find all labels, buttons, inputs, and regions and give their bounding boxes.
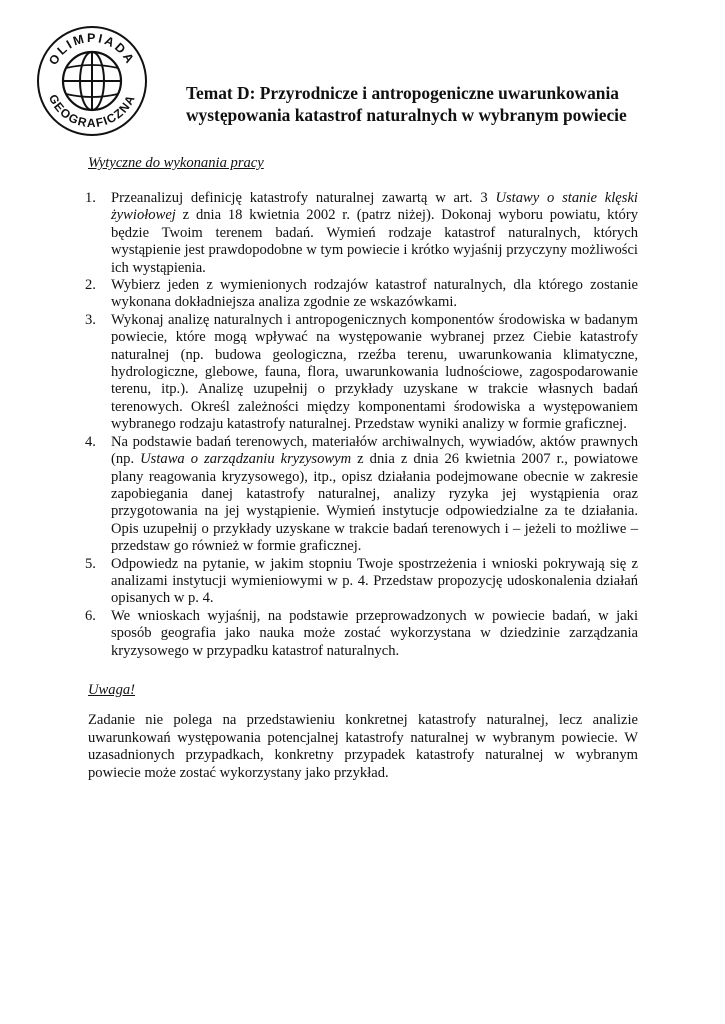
list-item xyxy=(85,311,638,434)
warning-heading: Uwaga! xyxy=(88,682,136,698)
title-line-2: występowania katastrof naturalnych w wybranym powiecie xyxy=(186,105,627,125)
list-item xyxy=(85,277,638,312)
item-text: Wykonaj analizę naturalnych i antropogenicznych komponentów środowiska w badanym powiecie, które mogą wpływać na występowanie wybranej przez Ciebie katastrofy naturalnej (np. budowa geologiczna, rzeźba terenu, uwarunkowania klimatyczne, hydrologiczne, glebowe, fauna, flora, uwarunkowania ludnościowe, zagospodarowanie terenu, itp.). Analizę uzupełnij o przykłady uzyskane w trakcie własnych badań terenowych. Określ zależności między komponentami środowiska a występowaniem wybranego rodzaju katastrofy naturalnej. Przedstaw wyniki analizy w formie graficznej. xyxy=(111,311,638,433)
item-text xyxy=(111,190,638,277)
list-item xyxy=(85,190,638,277)
law-title: Ustawy o stanie klęski żywiołowej xyxy=(111,190,638,224)
olimpiada-geograficzna-logo xyxy=(36,25,148,137)
item-number: 2. xyxy=(85,277,96,294)
logo-top-text: OLIMPIADA xyxy=(46,30,138,68)
item-number: 4. xyxy=(85,433,96,450)
item-text-part: Na podstawie badań terenowych, materiałów archiwalnych, wywiadów, aktów prawnych (np. xyxy=(111,433,638,468)
item-text xyxy=(111,434,638,556)
warning-text: Zadanie nie polega na przedstawieniu konkretnej katastrofy naturalnej, lecz analizie uwarunkowań występowania potencjalnej katastrofy naturalnej w wybranym powiecie. W uzasadnionych przypadkach, konkretny przypadek katastrofy naturalnej w wybranym powiecie może zostać wykorzystany jako przykład. xyxy=(88,712,638,781)
guidelines-heading: Wytyczne do wykonania pracy xyxy=(88,155,264,171)
item-number: 3. xyxy=(85,311,96,328)
item-text: Wybierz jeden z wymienionych rodzajów katastrof naturalnych, dla którego zostanie wykonana dokładniejsza analiza zgodnie ze wskazówkami. xyxy=(111,277,638,311)
logo-bottom-text: GEOGRAFICZNA xyxy=(45,92,139,131)
list-item xyxy=(85,607,638,660)
item-text: Odpowiedz na pytanie, w jakim stopniu Twoje spostrzeżenia i wnioski pokrywają się z analizami instytucji wymieniowymi w p. 4. Przedstaw propozycję udoskonalenia działań opisanych w p. 4. xyxy=(111,555,638,607)
item-number: 6. xyxy=(85,607,96,624)
item-number: 1. xyxy=(85,190,96,206)
list-item xyxy=(85,433,638,556)
item-text: We wnioskach wyjaśnij, na podstawie przeprowadzonych w powiecie badań, w jaki sposób geografia jako nauka może zostać wykorzystana w dziedzinie zarządzania kryzysowego w przypadku katastrof naturalnych. xyxy=(111,607,638,659)
law-title: Ustawa o zarządzaniu kryzysowym xyxy=(140,451,352,468)
list-item xyxy=(85,555,638,608)
item-text-part: z dnia 18 kwietnia 2002 r. (patrz niżej). Dokonaj wyboru powiatu, który będzie Twoim terenem badań. Wymień rodzaje katastrof naturalnych, których wystąpienie jest prawdopodobne w tym powiecie i krótko wyjaśnij przyczyny możliwości ich wystąpienia. xyxy=(111,207,638,276)
item-text-part: z dnia z dnia 26 kwietnia 2007 r., powiatowe plany reagowania kryzysowego), itp., opisz działania podejmowane obecnie w zakresie zapobiegania danej katastrofy naturalnej, analizy ryzyka jej wystąpienia oraz przygotowania na jej wystąpienie. Wymień instytucje odpowiedzialne za te działania. Opis uzupełnij o przykłady uzyskane w trakcie badań terenowych i – jeżeli to możliwe – przedstaw go również w formie graficznej. xyxy=(111,451,638,555)
item-number: 5. xyxy=(85,555,96,572)
item-text-part: Przeanalizuj definicję katastrofy naturalnej zawartą w art. 3 xyxy=(111,190,496,206)
title-line-1: Temat D: Przyrodnicze i antropogeniczne uwarunkowania xyxy=(186,83,619,103)
guidelines-list xyxy=(85,190,638,660)
page-title xyxy=(186,82,686,126)
